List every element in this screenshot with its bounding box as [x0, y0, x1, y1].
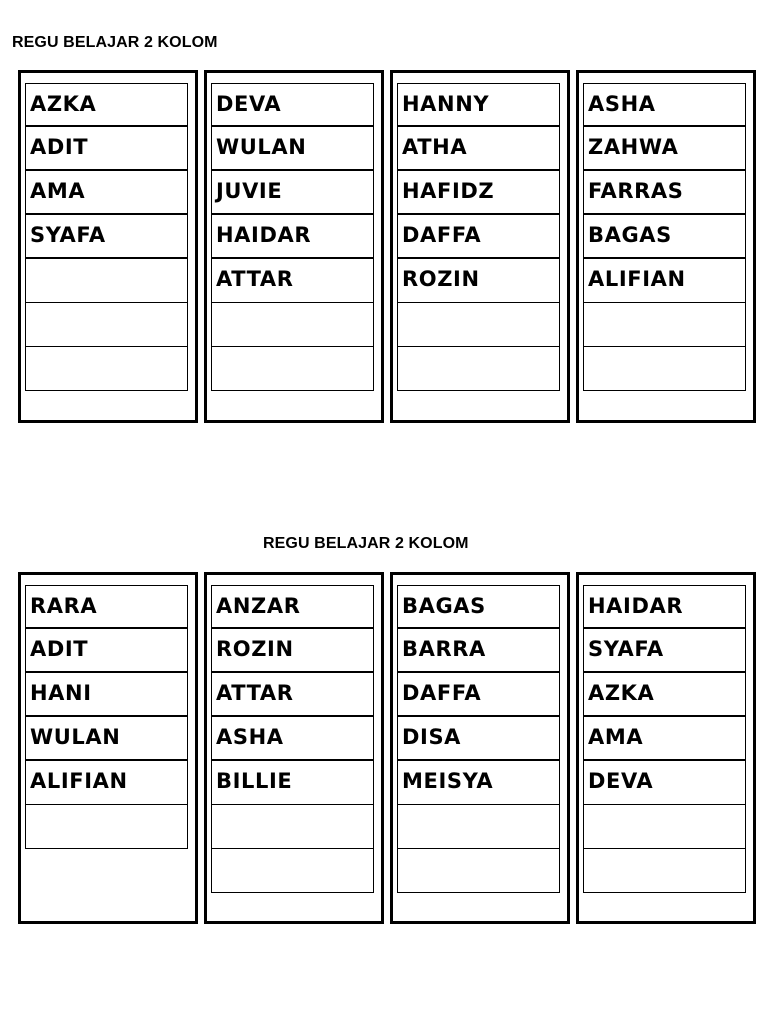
empty-cell: [211, 849, 374, 893]
name-cell: ROZIN: [397, 259, 560, 303]
name-cell: ZAHWA: [583, 127, 746, 171]
name-cell: ADIT: [25, 127, 188, 171]
empty-cell: [25, 347, 188, 391]
name-cell: BARRA: [397, 629, 560, 673]
name-cell: AZKA: [583, 673, 746, 717]
group-card-2-1: [18, 572, 198, 924]
group-card-1-1: [18, 70, 198, 423]
section-1-title: REGU BELAJAR 2 KOLOM: [12, 34, 218, 51]
group-card-2-4: [576, 572, 756, 924]
group-card-2-3: [390, 572, 570, 924]
name-table: [25, 585, 188, 849]
empty-cell: [25, 303, 188, 347]
empty-cell: [397, 347, 560, 391]
empty-cell: [211, 347, 374, 391]
empty-cell: [583, 303, 746, 347]
section-2-title: REGU BELAJAR 2 KOLOM: [263, 535, 469, 552]
empty-cell: [583, 805, 746, 849]
empty-cell: [211, 303, 374, 347]
name-cell: JUVIE: [211, 171, 374, 215]
name-cell: HAFIDZ: [397, 171, 560, 215]
name-cell: FARRAS: [583, 171, 746, 215]
name-cell: HANNY: [397, 83, 560, 127]
group-card-1-3: [390, 70, 570, 423]
name-cell: ASHA: [211, 717, 374, 761]
name-cell: ATTAR: [211, 259, 374, 303]
empty-cell: [211, 805, 374, 849]
empty-cell: [25, 259, 188, 303]
name-cell: ASHA: [583, 83, 746, 127]
empty-cell: [397, 849, 560, 893]
name-table: [583, 83, 746, 391]
empty-cell: [397, 303, 560, 347]
empty-cell: [583, 849, 746, 893]
name-table: [211, 585, 374, 893]
name-cell: MEISYA: [397, 761, 560, 805]
group-card-1-4: [576, 70, 756, 423]
name-table: [211, 83, 374, 391]
name-cell: SYAFA: [25, 215, 188, 259]
name-cell: WULAN: [211, 127, 374, 171]
name-cell: HANI: [25, 673, 188, 717]
name-cell: HAIDAR: [583, 585, 746, 629]
name-cell: ATHA: [397, 127, 560, 171]
name-cell: ATTAR: [211, 673, 374, 717]
name-cell: ROZIN: [211, 629, 374, 673]
name-cell: WULAN: [25, 717, 188, 761]
empty-cell: [397, 805, 560, 849]
name-cell: AMA: [25, 171, 188, 215]
name-cell: BAGAS: [583, 215, 746, 259]
name-table: [397, 83, 560, 391]
name-table: [397, 585, 560, 893]
name-cell: SYAFA: [583, 629, 746, 673]
name-cell: AMA: [583, 717, 746, 761]
empty-cell: [25, 805, 188, 849]
name-table: [25, 83, 188, 391]
name-cell: DISA: [397, 717, 560, 761]
group-card-2-2: [204, 572, 384, 924]
name-cell: DEVA: [211, 83, 374, 127]
empty-cell: [583, 347, 746, 391]
name-cell: BAGAS: [397, 585, 560, 629]
name-cell: HAIDAR: [211, 215, 374, 259]
group-card-1-2: [204, 70, 384, 423]
name-cell: RARA: [25, 585, 188, 629]
name-cell: AZKA: [25, 83, 188, 127]
name-cell: ADIT: [25, 629, 188, 673]
name-cell: DAFFA: [397, 673, 560, 717]
name-table: [583, 585, 746, 893]
name-cell: ANZAR: [211, 585, 374, 629]
name-cell: DEVA: [583, 761, 746, 805]
name-cell: BILLIE: [211, 761, 374, 805]
name-cell: ALIFIAN: [583, 259, 746, 303]
name-cell: ALIFIAN: [25, 761, 188, 805]
name-cell: DAFFA: [397, 215, 560, 259]
